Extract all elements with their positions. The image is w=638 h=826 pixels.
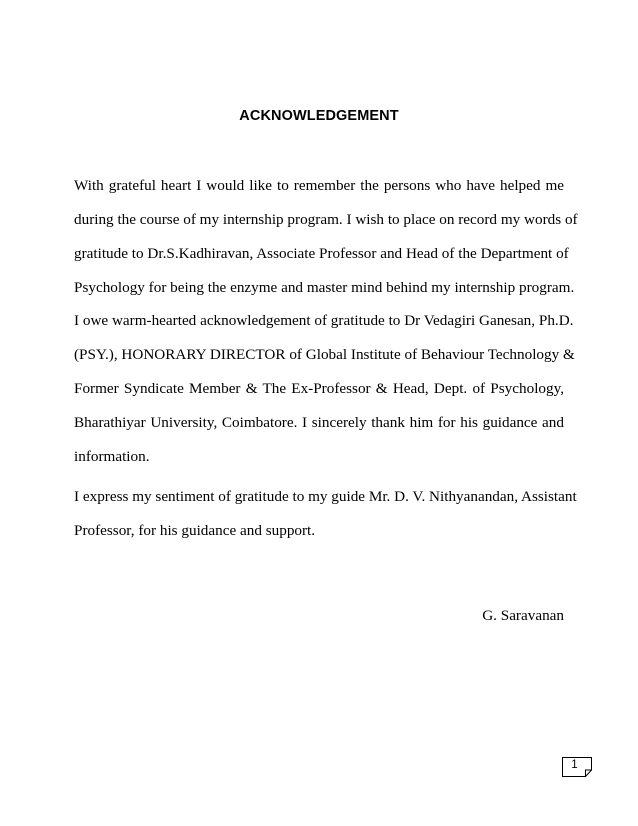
page-title: ACKNOWLEDGEMENT (239, 108, 399, 124)
page-number-box (562, 757, 592, 777)
paragraph-2-line-1: I express my sentiment of gratitude to my guide Mr. D. V. Nithyanandan, Assistant (74, 488, 577, 505)
signature: G. Saravanan (482, 607, 564, 624)
paragraph-1-line-3: gratitude to Dr.S.Kadhiravan, Associate Professor and Head of the Department of (74, 245, 569, 262)
paragraph-1-line-5: I owe warm-hearted acknowledgement of gratitude to Dr Vedagiri Ganesan, Ph.D. (74, 312, 574, 329)
paragraph-2-line-2: Professor, for his guidance and support. (74, 522, 316, 539)
paragraph-1-line-1: With grateful heart I would like to remember the persons who have helped me (74, 177, 564, 194)
paragraph-1-line-8: Bharathiyar University, Coimbatore. I sincerely thank him for his guidance and (74, 414, 564, 431)
paragraph-1-line-6: (PSY.), HONORARY DIRECTOR of Global Institute of Behaviour Technology & (74, 346, 575, 363)
paragraph-1-line-2: during the course of my internship program. I wish to place on record my words of (74, 211, 578, 228)
paragraph-1-line-9: information. (74, 448, 150, 465)
paragraph-1-line-4: Psychology for being the enzyme and master mind behind my internship program. (74, 279, 575, 296)
page-number: 1 (571, 759, 578, 771)
paragraph-1-line-7: Former Syndicate Member & The Ex-Professor & Head, Dept. of Psychology, (74, 380, 564, 397)
